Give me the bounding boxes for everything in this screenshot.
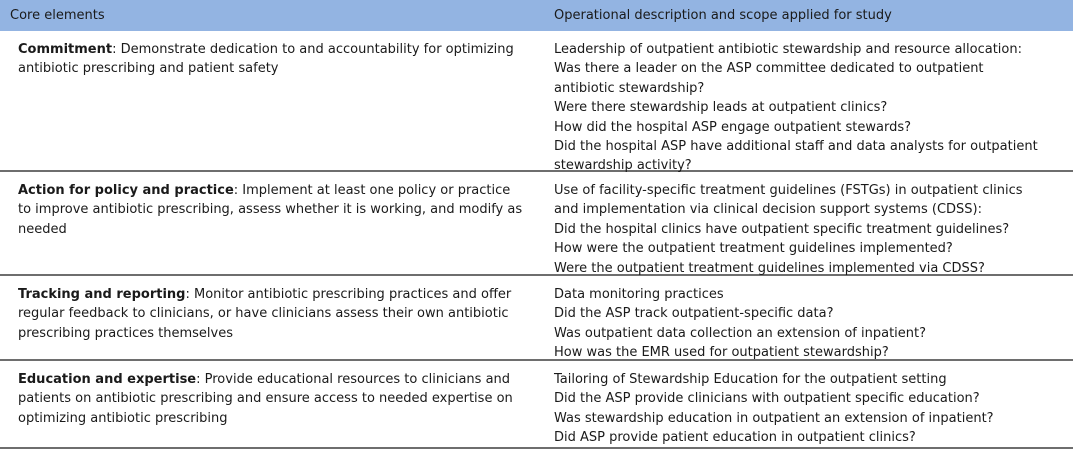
- scope-line: Was outpatient data collection an extension of inpatient?: [554, 325, 927, 341]
- scope-line: Data monitoring practices: [554, 287, 724, 302]
- scope-cell: [538, 361, 1073, 447]
- scope-line: Did the hospital ASP have additional staff and data analysts for outpatient: [554, 139, 1038, 155]
- scope-line: Did the ASP provide clinicians with outpatient specific education?: [554, 391, 980, 407]
- scope-cell: [538, 276, 1073, 359]
- scope-line: Were there stewardship leads at outpatient clinics?: [554, 100, 888, 116]
- header-core-elements: Core elements: [10, 8, 105, 23]
- scope-line: Did the ASP track outpatient-specific data?: [554, 306, 834, 322]
- scope-line: Was stewardship education in outpatient an extension of inpatient?: [554, 410, 994, 426]
- core-element-description: : Provide educational resources to clinicians and patients on antibiotic prescribing and ensure access to needed expertise on optimizing antibiotic prescribing: [18, 372, 513, 426]
- header-operational-description: Operational description and scope applied for study: [554, 8, 892, 23]
- table-header: [0, 0, 1073, 31]
- core-element-cell: [0, 172, 538, 274]
- scope-line: antibiotic stewardship?: [554, 80, 705, 96]
- core-element-description: : Demonstrate dedication to and accountability for optimizing antibiotic prescribing and patient safety: [18, 42, 514, 77]
- table-row: [0, 31, 1073, 172]
- table-row: [0, 276, 1073, 361]
- scope-line: Was there a leader on the ASP committee dedicated to outpatient: [554, 61, 984, 77]
- scope-line: Leadership of outpatient antibiotic stewardship and resource allocation:: [554, 42, 1022, 57]
- core-element-description: : Monitor antibiotic prescribing practices and offer regular feedback to clinicians, or have clinicians assess their own antibiotic prescribing practices themselves: [18, 287, 512, 341]
- core-element-term: Action for policy and practice: [18, 183, 234, 198]
- scope-line: Were the outpatient treatment guidelines implemented via CDSS?: [554, 260, 985, 276]
- table-row: [0, 172, 1073, 276]
- core-element-description: : Implement at least one policy or practice to improve antibiotic prescribing, assess whether it is working, and modify as needed: [18, 183, 523, 237]
- core-element-cell: [0, 361, 538, 447]
- core-element-term: Commitment: [18, 42, 113, 57]
- scope-line: How did the hospital ASP engage outpatient stewards?: [554, 119, 911, 135]
- core-element-cell: [0, 31, 538, 170]
- scope-line: Did the hospital clinics have outpatient specific treatment guidelines?: [554, 221, 1010, 237]
- scope-line: Did ASP provide patient education in outpatient clinics?: [554, 430, 916, 446]
- core-element-term: Tracking and reporting: [18, 287, 186, 302]
- scope-line: stewardship activity?: [554, 158, 692, 174]
- table-row: [0, 361, 1073, 449]
- scope-line: How was the EMR used for outpatient stewardship?: [554, 345, 889, 361]
- scope-cell: [538, 31, 1073, 174]
- scope-line: Use of facility-specific treatment guidelines (FSTGs) in outpatient clinics: [554, 183, 1023, 198]
- core-element-term: Education and expertise: [18, 372, 197, 387]
- scope-cell: [538, 172, 1073, 274]
- scope-line: Tailoring of Stewardship Education for the outpatient setting: [554, 372, 947, 387]
- core-element-cell: [0, 276, 538, 359]
- scope-line: How were the outpatient treatment guidelines implemented?: [554, 241, 953, 257]
- scope-line: and implementation via clinical decision support systems (CDSS):: [554, 202, 982, 218]
